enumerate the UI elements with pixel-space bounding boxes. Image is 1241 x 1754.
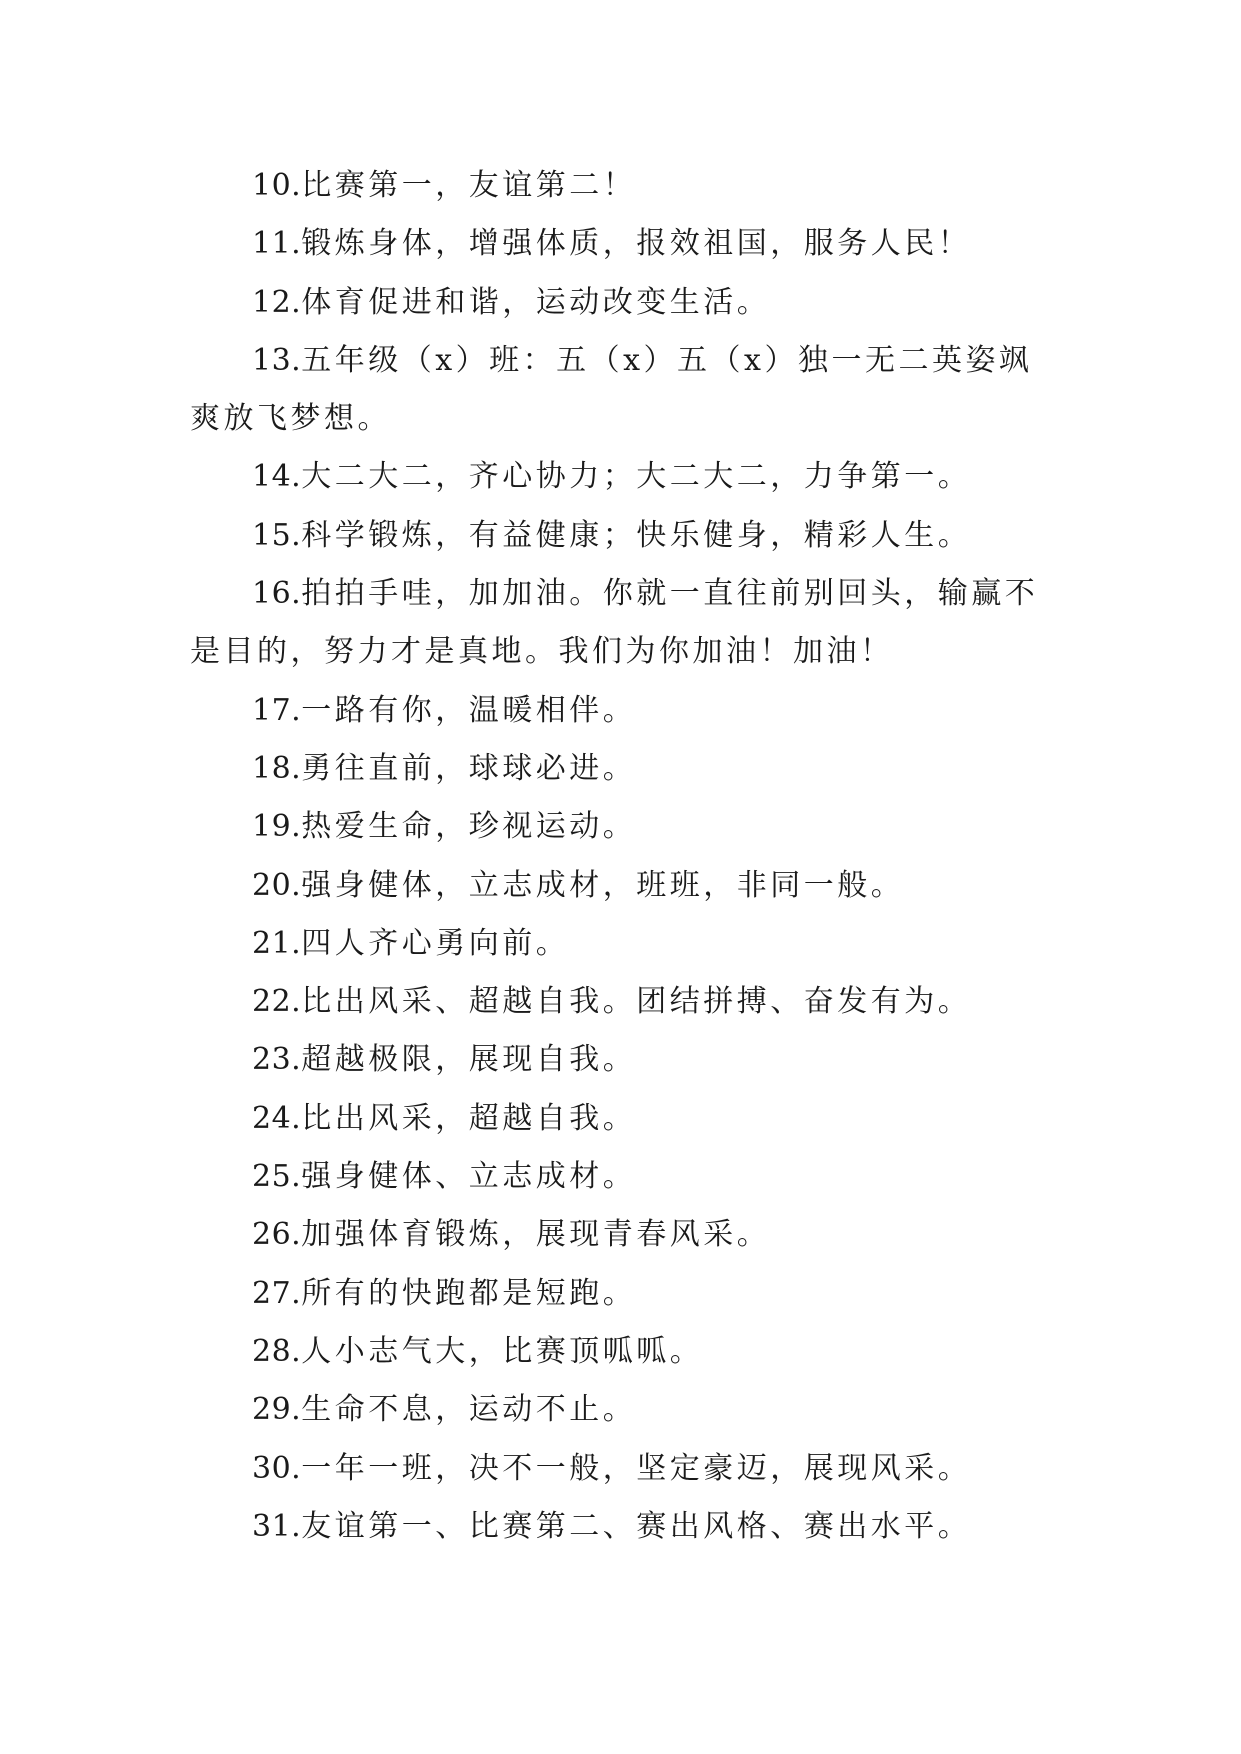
list-item	[190, 1381, 1060, 1439]
item-text: 锻炼身体，增强体质，报效祖国，服务人民！	[301, 226, 972, 262]
item-text: 热爱生命，珍视运动。	[301, 809, 637, 845]
list-item	[190, 157, 1060, 215]
list-item	[190, 448, 1060, 506]
item-number: 13.	[252, 342, 302, 378]
list-item	[190, 274, 1060, 332]
item-text: 一路有你，温暖相伴。	[301, 692, 637, 728]
list-item	[190, 507, 1060, 565]
item-number: 15.	[252, 517, 302, 553]
item-text: 生命不息，运动不止。	[301, 1392, 637, 1428]
item-text: 比出风采，超越自我。	[301, 1100, 637, 1136]
list-item	[190, 682, 1060, 740]
list-item	[190, 215, 1060, 273]
list-item	[190, 857, 1060, 915]
list-item	[190, 1206, 1060, 1264]
item-text: 比出风采、超越自我。团结拼搏、奋发有为。	[301, 984, 972, 1020]
item-text: 人小志气大，比赛顶呱呱。	[301, 1333, 704, 1369]
item-number: 22.	[252, 984, 302, 1020]
item-number: 20.	[252, 867, 302, 903]
item-text: 比赛第一，友谊第二！	[301, 168, 637, 203]
list-item	[190, 798, 1060, 856]
item-text: 五年级（x）班：五（x）五（x）独一无二英姿飒爽放飞梦想。	[190, 342, 1033, 437]
item-number: 14.	[252, 459, 302, 495]
item-number: 12.	[252, 284, 302, 320]
item-text: 体育促进和谐，运动改变生活。	[301, 284, 771, 320]
item-number: 31.	[252, 1508, 302, 1544]
item-number: 10.	[252, 168, 302, 203]
list-item	[190, 565, 1060, 682]
item-number: 28.	[252, 1333, 302, 1369]
item-number: 29.	[252, 1392, 302, 1428]
item-number: 24.	[252, 1100, 302, 1136]
list-item	[190, 1440, 1060, 1498]
item-number: 16.	[252, 576, 302, 612]
item-text: 友谊第一、比赛第二、赛出风格、赛出水平。	[301, 1508, 972, 1544]
item-number: 11.	[252, 226, 302, 262]
item-number: 26.	[252, 1217, 302, 1253]
item-number: 23.	[252, 1042, 302, 1078]
item-text: 勇往直前，球球必进。	[301, 750, 637, 786]
list-item	[190, 1148, 1060, 1206]
item-number: 17.	[252, 692, 302, 728]
list-item	[190, 332, 1060, 449]
item-text: 一年一班，决不一般，坚定豪迈，展现风采。	[301, 1450, 972, 1486]
item-number: 18.	[252, 750, 302, 786]
item-text: 加强体育锻炼，展现青春风采。	[301, 1217, 771, 1253]
item-number: 27.	[252, 1275, 302, 1311]
item-number: 30.	[252, 1450, 302, 1486]
item-text: 超越极限，展现自我。	[301, 1042, 637, 1078]
item-text: 所有的快跑都是短跑。	[301, 1275, 637, 1311]
list-item	[190, 1090, 1060, 1148]
slogan-list	[190, 157, 1060, 1556]
list-item	[190, 915, 1060, 973]
item-number: 21.	[252, 925, 302, 961]
list-item	[190, 1498, 1060, 1556]
item-text: 四人齐心勇向前。	[301, 925, 570, 961]
item-text: 拍拍手哇，加加油。你就一直往前别回头，输赢不是目的，努力才是真地。我们为你加油！加油！	[190, 576, 1039, 670]
list-item	[190, 740, 1060, 798]
item-text: 强身健体、立志成材。	[301, 1159, 637, 1195]
item-number: 25.	[252, 1159, 302, 1195]
item-text: 大二大二，齐心协力；大二大二，力争第一。	[301, 459, 972, 495]
list-item	[190, 1031, 1060, 1089]
item-text: 科学锻炼，有益健康；快乐健身，精彩人生。	[301, 517, 972, 553]
list-item	[190, 1265, 1060, 1323]
list-item	[190, 973, 1060, 1031]
item-text: 强身健体，立志成材，班班，非同一般。	[301, 867, 905, 903]
list-item	[190, 1323, 1060, 1381]
item-number: 19.	[252, 809, 302, 845]
